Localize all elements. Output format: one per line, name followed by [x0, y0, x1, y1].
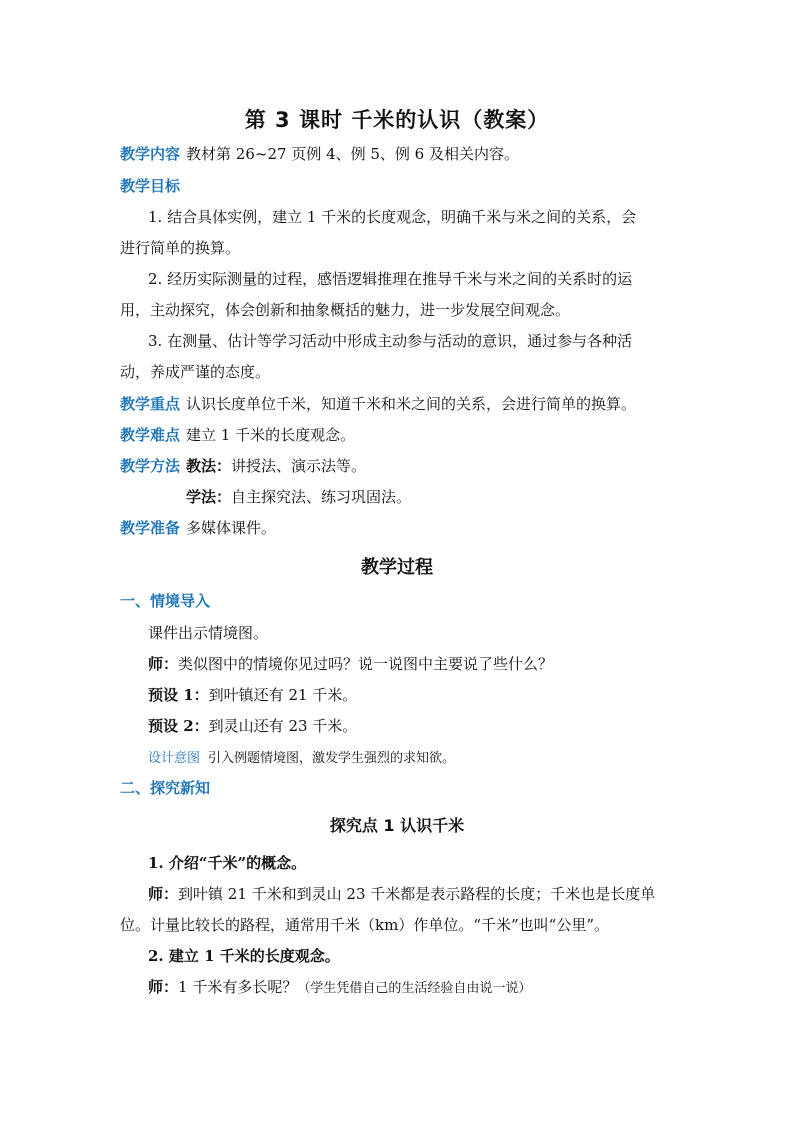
goals-label-line: [120, 176, 680, 196]
goal-1-line-b: 进行简单的换算。: [120, 239, 241, 257]
design-intent-text: 引入例题情境图，激发学生强烈的求知欲。: [208, 751, 456, 766]
point-1-line-b: 位。计量比较长的路程，通常用千米（km）作单位。“千米”也叫“公里”。: [120, 916, 609, 934]
prep-line: [120, 518, 680, 538]
section-1-line-3: [148, 685, 708, 705]
point-2-title: 2. 建立 1 千米的长度观念。: [148, 947, 340, 965]
prep-text: 多媒体课件。: [186, 519, 277, 537]
content-label: 教学内容: [120, 145, 181, 163]
learn-method-line: [186, 487, 746, 507]
section-2-title: 二、探究新知: [120, 779, 211, 797]
content-line: [120, 144, 680, 164]
preset-2-text: 到灵山还有 23 千米。: [208, 717, 358, 735]
point-1-title: 1. 介绍“千米”的概念。: [148, 854, 307, 872]
goal-2-line-a: 2. 经历实际测量的过程，感悟逻辑推理在推导千米与米之间的关系时的运: [148, 270, 633, 288]
teacher-question: 类似图中的情境你见过吗？说一说图中主要说了些什么？: [178, 655, 554, 673]
section-2-title-line: [120, 778, 680, 798]
key-line: [120, 394, 680, 414]
design-intent-label: 设计意图: [148, 751, 201, 766]
point-1-line-a: [148, 884, 708, 904]
design-intent-line: [148, 747, 708, 769]
point-1-teacher-label: 师：: [148, 885, 179, 903]
point-2-teacher-label: 师：: [148, 978, 179, 996]
difficulty-label: 教学难点: [120, 426, 181, 444]
method-label: 教学方法: [120, 457, 181, 475]
document-title: 第 3 课时 千米的认识（教案）: [244, 108, 550, 132]
section-1-line-1: 课件出示情境图。: [148, 624, 269, 642]
point-2-teacher-text: 1 千米有多长呢？: [178, 978, 298, 996]
section-1-line-2: [148, 654, 708, 674]
process-heading: 教学过程: [361, 557, 433, 578]
learn-method-text: 自主探究法、练习巩固法。: [231, 488, 412, 506]
goal-3-line-a: 3. 在测量、估计等学习活动中形成主动参与活动的意识，通过参与各种活: [148, 332, 633, 350]
teach-method-label: 教法：: [186, 457, 232, 475]
preset-1-text: 到叶镇还有 21 千米。: [208, 686, 358, 704]
difficulty-line: [120, 425, 680, 445]
key-text: 认识长度单位千米，知道千米和米之间的关系，会进行简单的换算。: [186, 395, 637, 413]
section-1-title: 一、情境导入: [120, 592, 211, 610]
goal-3-line-b: 动，养成严谨的态度。: [120, 363, 271, 381]
teach-method-text: 讲授法、演示法等。: [231, 457, 367, 475]
learn-method-label: 学法：: [186, 488, 232, 506]
point-2-line-a: [148, 977, 708, 999]
prep-label: 教学准备: [120, 519, 181, 537]
goals-label: 教学目标: [120, 177, 181, 195]
section-1-line-4: [148, 716, 708, 736]
content-text: 教材第 26~27 页例 4、例 5、例 6 及相关内容。: [186, 145, 519, 163]
goal-1-line-a: 1. 结合具体实例，建立 1 千米的长度观念，明确千米与米之间的关系，会: [148, 208, 637, 226]
method-line: [120, 456, 680, 476]
goal-2-line-b: 用，主动探究，体会创新和抽象概括的魅力，进一步发展空间观念。: [120, 301, 571, 319]
preset-1-label: 预设 1：: [148, 686, 209, 704]
point-1-teacher-text: 到叶镇 21 千米和到灵山 23 千米都是表示路程的长度；千米也是长度单: [178, 885, 656, 903]
teacher-label: 师：: [148, 655, 179, 673]
difficulty-text: 建立 1 千米的长度观念。: [186, 426, 356, 444]
explore-point-heading: 探究点 1 认识千米: [329, 816, 465, 835]
section-1-title-line: [120, 591, 680, 611]
key-label: 教学重点: [120, 395, 181, 413]
preset-2-label: 预设 2：: [148, 717, 209, 735]
point-2-note: （学生凭借自己的生活经验自由说一说）: [297, 981, 532, 996]
